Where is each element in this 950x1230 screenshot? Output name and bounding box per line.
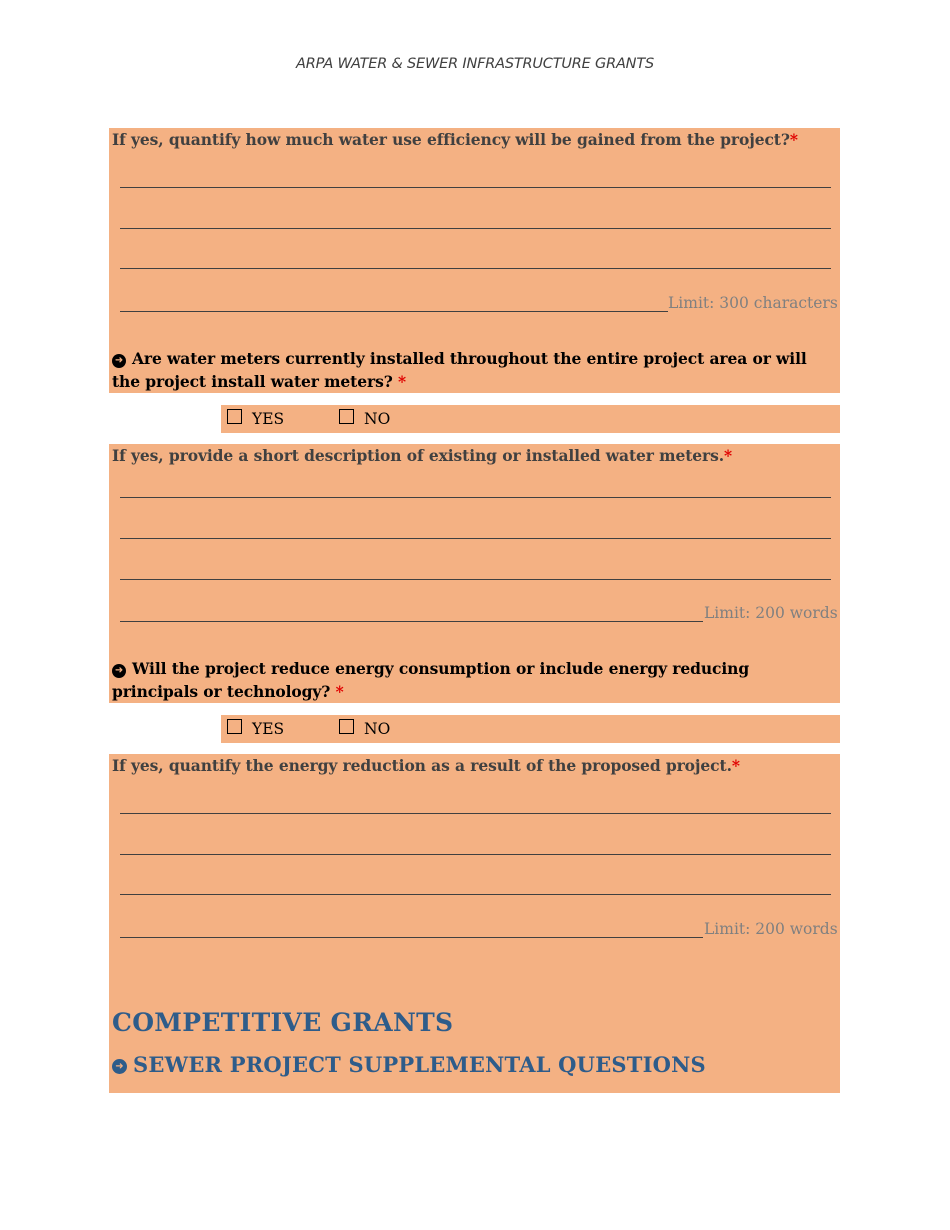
arrow-circle-right-icon: ➜: [112, 1059, 127, 1074]
answer-line[interactable]: [120, 937, 703, 938]
required-marker: *: [397, 372, 406, 391]
checkbox-band-1: [221, 405, 840, 433]
checkbox-icon[interactable]: [339, 719, 354, 734]
no-option[interactable]: NO: [339, 410, 390, 428]
question-energy-consumption: ➜ Will the project reduce energy consumption or include energy reducing principals or technology? *: [112, 659, 750, 701]
checkbox-icon[interactable]: [339, 409, 354, 424]
section-title: COMPETITIVE GRANTS: [112, 1008, 454, 1037]
required-marker: *: [724, 446, 733, 465]
yes-option[interactable]: YES: [227, 720, 284, 738]
word-limit: Limit: 200 words: [704, 604, 838, 622]
question-water-meters: ➜ Are water meters currently installed throughout the entire project area or will the project install water meters? *: [112, 349, 807, 391]
checkbox-icon[interactable]: [227, 719, 242, 734]
yes-option[interactable]: YES: [227, 410, 284, 428]
question-water-efficiency: If yes, quantify how much water use efficiency will be gained from the project?*: [112, 130, 798, 149]
arrow-circle-right-icon: ➜: [112, 664, 126, 678]
required-marker: *: [731, 756, 740, 775]
answer-line[interactable]: [120, 268, 831, 269]
character-limit: Limit: 300 characters: [668, 294, 838, 312]
answer-line[interactable]: [120, 228, 831, 229]
checkbox-icon[interactable]: [227, 409, 242, 424]
required-marker: *: [789, 130, 798, 149]
arrow-circle-right-icon: ➜: [112, 354, 126, 368]
no-option[interactable]: NO: [339, 720, 390, 738]
answer-line[interactable]: [120, 894, 831, 895]
subsection-title: ➜ SEWER PROJECT SUPPLEMENTAL QUESTIONS: [112, 1052, 706, 1077]
answer-line[interactable]: [120, 854, 831, 855]
question-meter-description: If yes, provide a short description of existing or installed water meters.*: [112, 446, 733, 465]
answer-line[interactable]: [120, 621, 703, 622]
answer-line[interactable]: [120, 813, 831, 814]
checkbox-band-2: [221, 715, 840, 743]
answer-line[interactable]: [120, 187, 831, 188]
answer-line[interactable]: [120, 579, 831, 580]
question-energy-reduction: If yes, quantify the energy reduction as a result of the proposed project.*: [112, 756, 740, 775]
word-limit: Limit: 200 words: [704, 920, 838, 938]
answer-line[interactable]: [120, 311, 668, 312]
answer-line[interactable]: [120, 538, 831, 539]
page-header: ARPA WATER & SEWER INFRASTRUCTURE GRANTS: [296, 56, 654, 72]
required-marker: *: [335, 682, 344, 701]
answer-line[interactable]: [120, 497, 831, 498]
